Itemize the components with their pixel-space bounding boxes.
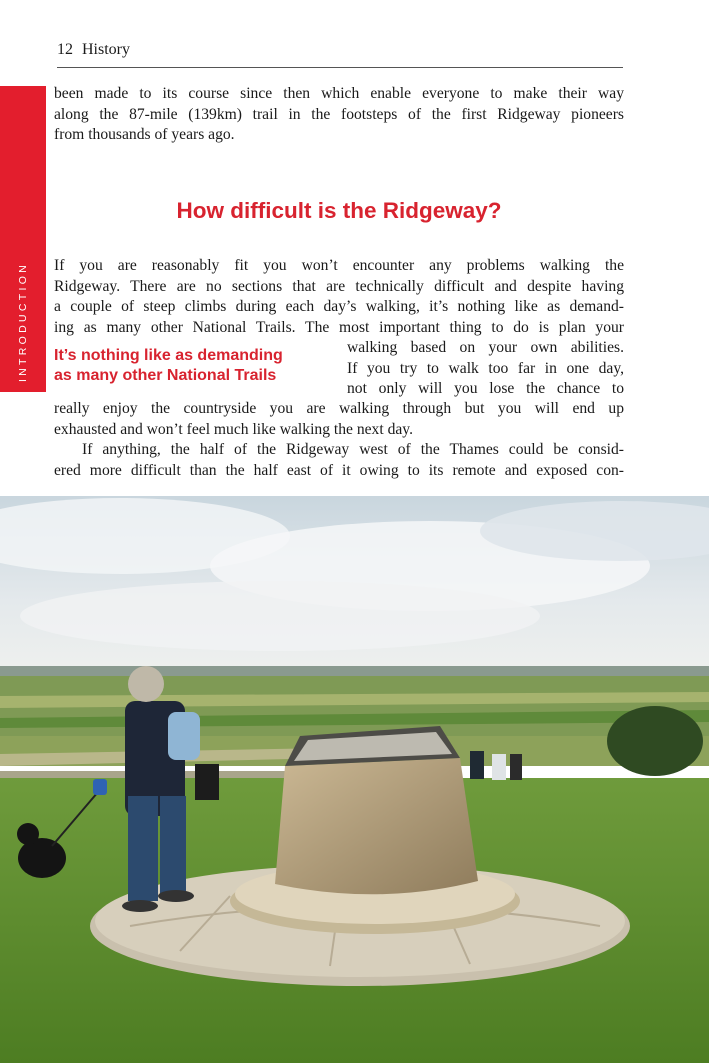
text-line: not only will you lose the chance to <box>347 380 624 397</box>
text-line: really enjoy the countryside you are walking through but you will end up <box>54 400 624 417</box>
section-heading: How difficult is the Ridgeway? <box>176 198 502 223</box>
section-title: History <box>82 41 130 58</box>
running-header <box>57 41 623 68</box>
photo-illustration <box>0 496 709 1063</box>
pull-quote-line: It’s nothing like as demanding <box>54 347 283 364</box>
pull-quote-line: as many other National Trails <box>54 367 277 384</box>
text-line: been made to its course since then which enable everyone to make their way <box>54 85 624 102</box>
intro-paragraph <box>54 84 624 146</box>
text-line: walking based on your own abilities. <box>347 339 624 356</box>
paragraph-1-top <box>54 256 624 338</box>
chapter-tab <box>0 86 46 392</box>
page-number: 12 <box>57 41 73 58</box>
text-line: If you try to walk too far in one day, <box>347 359 624 377</box>
text-line: a couple of steep climbs during each day’s walking, it’s nothing like as demand- <box>54 298 624 315</box>
chapter-tab-label: INTRODUCTION <box>17 261 29 383</box>
text-line: Ridgeway. There are no sections that are technically difficult and despite having <box>54 277 624 295</box>
text-line: along the 87-mile (139km) trail in the footsteps of the first Ridgeway pioneers <box>54 105 624 123</box>
text-line: from thousands of years ago. <box>54 126 235 143</box>
text-line: ing as many other National Trails. The most important thing to do is plan your <box>54 318 624 336</box>
text-line: ered more difficult than the half east of it owing to its remote and exposed con- <box>54 461 624 479</box>
paragraph-2 <box>54 440 624 481</box>
pull-quote <box>54 346 324 386</box>
text-line: If anything, the half of the Ridgeway west of the Thames could be consid- <box>82 441 624 458</box>
paragraph-1-bottom <box>54 399 624 440</box>
text-line: If you are reasonably fit you won’t encounter any problems walking the <box>54 257 624 274</box>
text-line: exhausted and won’t feel much like walking the next day. <box>54 420 413 438</box>
paragraph-1-wrapped <box>347 338 624 400</box>
hilltop-toposcope-photo <box>0 496 709 1063</box>
